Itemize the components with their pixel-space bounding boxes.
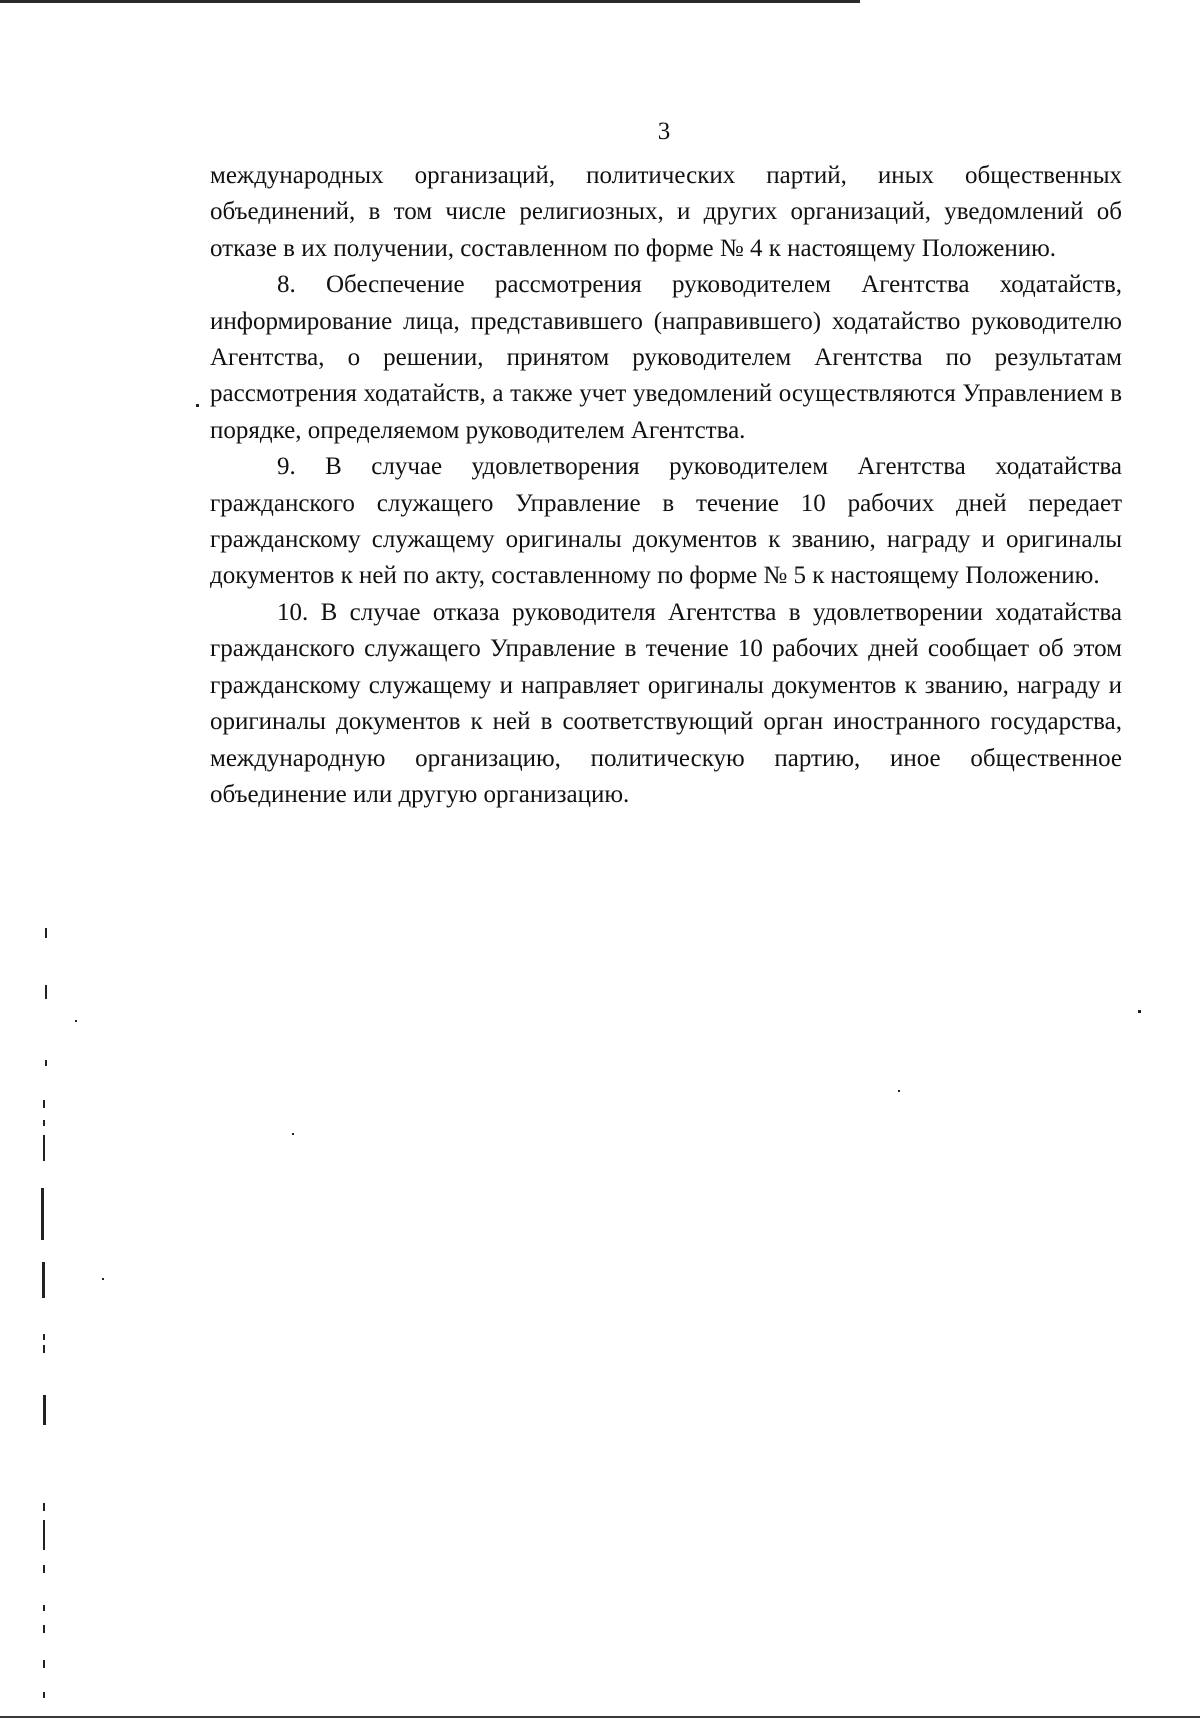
scan-speck: [43, 1120, 45, 1126]
scan-speck: [43, 1345, 45, 1353]
scan-speck: [42, 1262, 45, 1298]
scan-speck: [43, 1625, 45, 1633]
scan-speck: [102, 1278, 104, 1280]
scan-speck: [43, 1692, 45, 1698]
paragraph-8: 8. Обеспечение рассмотрения руководителем Агентства ходатайств, информирование лица, представившего (направившего) ходатайство руководителю Агентства, о решении, принятом руководителем Агентства по результатам рассмотрения ходатайств, а также учет уведомлений осуществляются Управлением в порядке, определяемом руководителем Агентства.: [210, 271, 1122, 444]
scan-speck: [43, 1565, 45, 1573]
scan-speck: [41, 1188, 44, 1240]
scan-speck: [43, 1660, 45, 1668]
scan-speck: [45, 1060, 47, 1066]
scan-speck: [292, 1133, 294, 1135]
document-body: [210, 158, 1122, 813]
scan-speck: [43, 1395, 46, 1425]
scan-speck: [45, 928, 47, 938]
scan-speck: [196, 404, 199, 407]
scan-speck: [75, 1020, 77, 1022]
scan-bottom-edge-line: [0, 1716, 1200, 1718]
scan-speck: [1138, 1010, 1141, 1013]
scan-speck: [898, 1090, 900, 1092]
scan-speck: [45, 985, 47, 999]
paragraph-10: 10. В случае отказа руководителя Агентства в удовлетворении ходатайства гражданского служащего Управление в течение 10 рабочих дней сообщает об этом гражданскому служащему и направляет оригиналы документов к званию, награду и оригиналы документов к ней в соответствующий орган иностранного государства, международную организацию, политическую партию, иное общественное объединение или другую организацию.: [210, 598, 1122, 808]
scan-speck: [43, 1135, 45, 1161]
scan-speck: [43, 1503, 45, 1511]
paragraph-continuation: международных организаций, политических партий, иных общественных объединений, в том числе религиозных, и других организаций, уведомлений об отказе в их получении, составленном по форме № 4 к настоящему Положению.: [210, 162, 1122, 262]
scan-speck: [43, 1520, 45, 1550]
scan-speck: [43, 1334, 45, 1340]
page-number: 3: [657, 118, 671, 145]
paragraph-9: 9. В случае удовлетворения руководителем Агентства ходатайства гражданского служащего Управление в течение 10 рабочих дней передает гражданскому служащему оригиналы документов к званию, награду и оригиналы документов к ней по акту, составленному по форме № 5 к настоящему Положению.: [210, 453, 1122, 590]
scan-top-edge-line: [0, 0, 860, 3]
scan-speck: [43, 1100, 45, 1108]
scan-speck: [43, 1605, 45, 1611]
